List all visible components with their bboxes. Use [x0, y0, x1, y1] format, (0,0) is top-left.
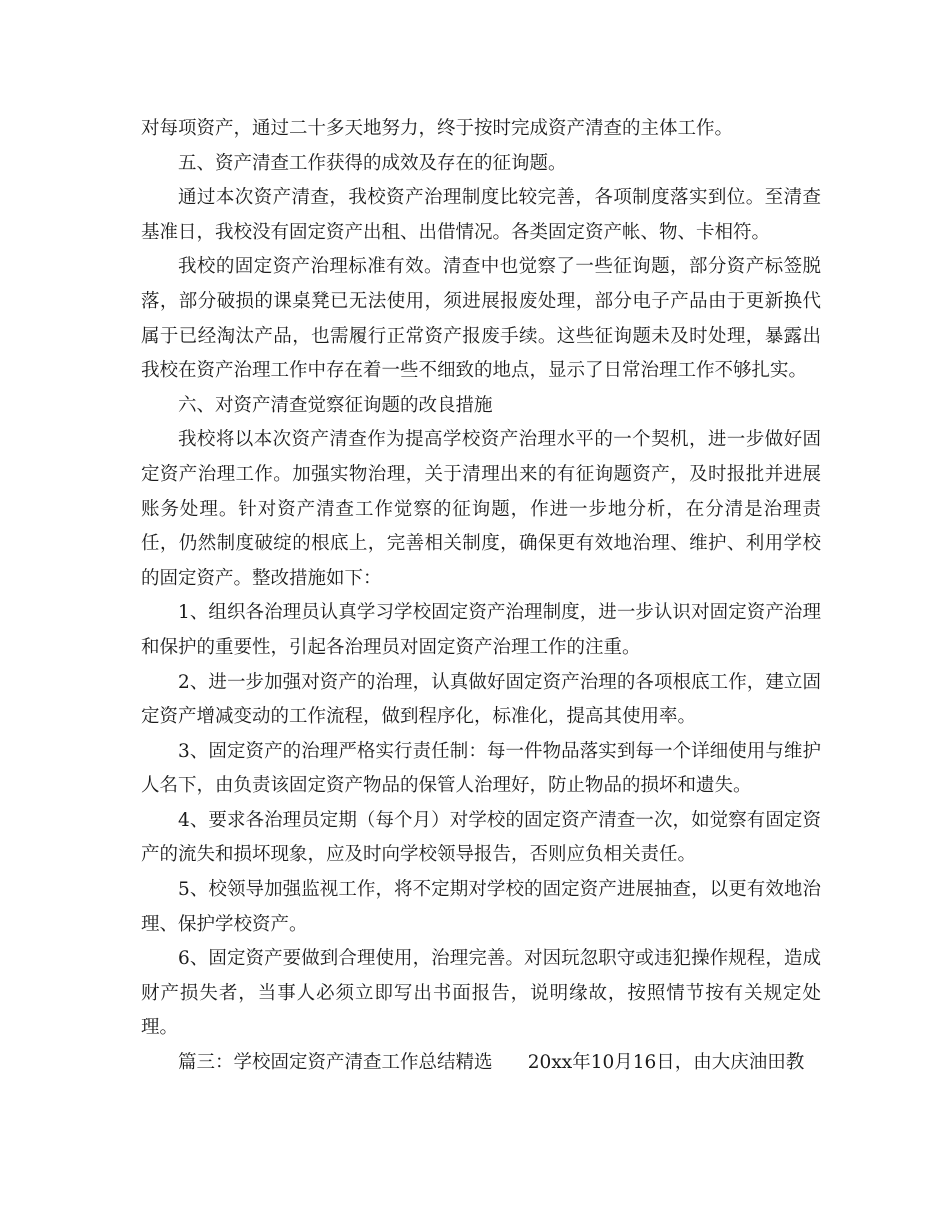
section-heading-three: 篇三：学校固定资产清查工作总结精选 20xx年10月16日，由大庆油田教 — [178, 1052, 805, 1074]
paragraph-results: 通过本次资产清查，我校资产治理制度比较完善，各项制度落实到位。至清查基准日，我校没有固定资产出租、出借情况。各类固定资产帐、物、卡相符。 — [141, 187, 821, 243]
list-item-3: 3、固定资产的治理严格实行责任制：每一件物品落实到每一个详细使用与维护人名下，由负责该固定资产物品的保管人治理好，防止物品的损坏和遗失。 — [141, 740, 821, 797]
list-item-5: 5、校领导加强监视工作，将不定期对学校的固定资产进展抽查，以更有效地治理、保护学校资产。 — [141, 879, 821, 935]
paragraph-continuation: 对每项资产，通过二十多天地努力，终于按时完成资产清查的主体工作。 — [141, 118, 734, 139]
list-item-4: 4、要求各治理员定期（每个月）对学校的固定资产清查一次，如觉察有固定资产的流失和损坏现象，应及时向学校领导报告，否则应负相关责任。 — [141, 809, 821, 866]
paragraph-improvement: 我校将以本次资产清查作为提高学校资产治理水平的一个契机，进一步做好固定资产治理工作。加强实物治理，关于清理出来的有征询题资产，及时报批并进展账务处理。针对资产清查工作觉察的征询题，作进一步地分析，在分清是治理责任，仍然制度破绽的根底上，完善相关制度，确保更有效地治理、维护、利用学校的固定资产。整改措施如下： — [141, 429, 821, 589]
paragraph-issues: 我校的固定资产治理标准有效。清查中也觉察了一些征询题，部分资产标签脱落，部分破损的课桌凳已无法使用，须进展报废处理，部分电子产品由于更新换代属于已经淘汰产品，也需履行正常资产报废手续。这些征询题未及时处理，暴露出我校在资产治理工作中存在着一些不细致的地点，显示了日常治理工作不够扎实。 — [141, 256, 821, 382]
list-item-2: 2、进一步加强对资产的治理，认真做好固定资产治理的各项根底工作，建立固定资产增减变动的工作流程，做到程序化，标准化，提高其使用率。 — [141, 671, 821, 728]
section-heading-six: 六、对资产清查觉察征询题的改良措施 — [178, 394, 493, 416]
section-heading-five: 五、资产清查工作获得的成效及存在的征询题。 — [178, 152, 567, 174]
list-item-6: 6、固定资产要做到合理使用，治理完善。对因玩忽职守或违犯操作规程，造成财产损失者，当事人必须立即写出书面报告，说明缘故，按照情节按有关规定处理。 — [141, 948, 821, 1039]
list-item-1: 1、组织各治理员认真学习学校固定资产治理制度，进一步认识对固定资产治理和保护的重要性，引起各治理员对固定资产治理工作的注重。 — [141, 602, 821, 658]
document-body — [141, 112, 821, 1081]
